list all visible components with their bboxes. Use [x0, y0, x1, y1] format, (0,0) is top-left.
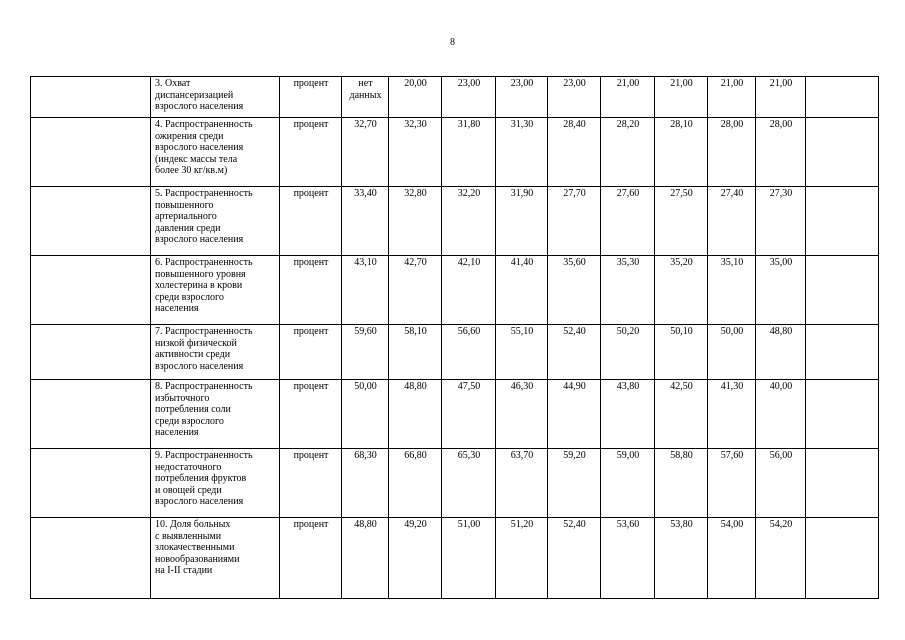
unit-cell: процент — [280, 518, 342, 599]
value-cell: 32,20 — [442, 187, 496, 256]
unit-cell: процент — [280, 449, 342, 518]
value-cell: 43,80 — [601, 380, 655, 449]
table-row — [31, 187, 879, 256]
value-cell: 58,80 — [655, 449, 708, 518]
value-cell: 21,00 — [708, 77, 756, 118]
value-cell: 56,00 — [756, 449, 806, 518]
value-cell: 49,20 — [389, 518, 442, 599]
value-cell: 23,00 — [442, 77, 496, 118]
value-cell: 54,00 — [708, 518, 756, 599]
value-cell: 32,80 — [389, 187, 442, 256]
value-cell: 50,20 — [601, 325, 655, 380]
value-cell: 57,60 — [708, 449, 756, 518]
unit-cell: процент — [280, 380, 342, 449]
value-cell: 54,20 — [756, 518, 806, 599]
value-cell: 42,10 — [442, 256, 496, 325]
value-cell: 27,60 — [601, 187, 655, 256]
value-cell: 59,00 — [601, 449, 655, 518]
blank-cell — [806, 118, 879, 187]
blank-cell — [31, 118, 151, 187]
value-cell: 68,30 — [342, 449, 389, 518]
table-row — [31, 325, 879, 380]
unit-cell: процент — [280, 118, 342, 187]
value-cell: 51,20 — [496, 518, 548, 599]
value-cell: 59,20 — [548, 449, 601, 518]
unit-cell: процент — [280, 187, 342, 256]
value-cell: 28,00 — [708, 118, 756, 187]
value-cell: 27,40 — [708, 187, 756, 256]
value-cell: 41,40 — [496, 256, 548, 325]
blank-cell — [806, 77, 879, 118]
indicator-name-cell: 3. Охват диспансеризацией взрослого населения — [151, 77, 280, 118]
unit-cell: процент — [280, 325, 342, 380]
value-cell: 28,00 — [756, 118, 806, 187]
value-cell: 66,80 — [389, 449, 442, 518]
blank-cell — [806, 256, 879, 325]
value-cell: 21,00 — [655, 77, 708, 118]
table-row — [31, 256, 879, 325]
value-cell: нет данных — [342, 77, 389, 118]
indicator-name-cell: 5. Распространенность повышенного артериального давления среди взрослого населения — [151, 187, 280, 256]
blank-cell — [806, 325, 879, 380]
value-cell: 48,80 — [389, 380, 442, 449]
value-cell: 23,00 — [548, 77, 601, 118]
table-row — [31, 518, 879, 599]
value-cell: 40,00 — [756, 380, 806, 449]
value-cell: 42,70 — [389, 256, 442, 325]
value-cell: 32,70 — [342, 118, 389, 187]
table-row — [31, 118, 879, 187]
value-cell: 35,20 — [655, 256, 708, 325]
value-cell: 31,30 — [496, 118, 548, 187]
value-cell: 23,00 — [496, 77, 548, 118]
value-cell: 63,70 — [496, 449, 548, 518]
value-cell: 27,70 — [548, 187, 601, 256]
value-cell: 28,10 — [655, 118, 708, 187]
value-cell: 50,00 — [342, 380, 389, 449]
blank-cell — [806, 518, 879, 599]
value-cell: 31,80 — [442, 118, 496, 187]
value-cell: 48,80 — [342, 518, 389, 599]
blank-cell — [31, 518, 151, 599]
blank-cell — [31, 325, 151, 380]
indicators-table — [30, 76, 879, 599]
value-cell: 35,00 — [756, 256, 806, 325]
unit-cell: процент — [280, 77, 342, 118]
blank-cell — [31, 77, 151, 118]
indicator-name-cell: 4. Распространенность ожирения среди взрослого населения (индекс массы тела более 30 кг/кв.м) — [151, 118, 280, 187]
blank-cell — [31, 256, 151, 325]
blank-cell — [31, 449, 151, 518]
indicator-name-cell: 10. Доля больных с выявленными злокачественными новообразованиями на I-II стадии — [151, 518, 280, 599]
value-cell: 32,30 — [389, 118, 442, 187]
value-cell: 28,20 — [601, 118, 655, 187]
table-row — [31, 449, 879, 518]
value-cell: 53,80 — [655, 518, 708, 599]
value-cell: 47,50 — [442, 380, 496, 449]
table-row — [31, 77, 879, 118]
value-cell: 20,00 — [389, 77, 442, 118]
indicator-name-cell: 8. Распространенность избыточного потребления соли среди взрослого населения — [151, 380, 280, 449]
value-cell: 58,10 — [389, 325, 442, 380]
blank-cell — [806, 449, 879, 518]
blank-cell — [806, 380, 879, 449]
value-cell: 35,30 — [601, 256, 655, 325]
value-cell: 33,40 — [342, 187, 389, 256]
value-cell: 42,50 — [655, 380, 708, 449]
indicator-name-cell: 9. Распространенность недостаточного потребления фруктов и овощей среди взрослого населения — [151, 449, 280, 518]
table-body — [31, 77, 879, 599]
value-cell: 52,40 — [548, 325, 601, 380]
value-cell: 28,40 — [548, 118, 601, 187]
value-cell: 50,00 — [708, 325, 756, 380]
value-cell: 21,00 — [756, 77, 806, 118]
value-cell: 55,10 — [496, 325, 548, 380]
indicator-name-cell: 6. Распространенность повышенного уровня холестерина в крови среди взрослого населения — [151, 256, 280, 325]
value-cell: 59,60 — [342, 325, 389, 380]
blank-cell — [31, 187, 151, 256]
value-cell: 41,30 — [708, 380, 756, 449]
value-cell: 52,40 — [548, 518, 601, 599]
value-cell: 27,50 — [655, 187, 708, 256]
value-cell: 46,30 — [496, 380, 548, 449]
value-cell: 48,80 — [756, 325, 806, 380]
value-cell: 43,10 — [342, 256, 389, 325]
table-row — [31, 380, 879, 449]
value-cell: 27,30 — [756, 187, 806, 256]
blank-cell — [806, 187, 879, 256]
value-cell: 31,90 — [496, 187, 548, 256]
value-cell: 21,00 — [601, 77, 655, 118]
value-cell: 44,90 — [548, 380, 601, 449]
unit-cell: процент — [280, 256, 342, 325]
value-cell: 65,30 — [442, 449, 496, 518]
value-cell: 50,10 — [655, 325, 708, 380]
value-cell: 53,60 — [601, 518, 655, 599]
value-cell: 51,00 — [442, 518, 496, 599]
value-cell: 35,60 — [548, 256, 601, 325]
indicator-name-cell: 7. Распространенность низкой физической активности среди взрослого населения — [151, 325, 280, 380]
value-cell: 35,10 — [708, 256, 756, 325]
page-number: 8 — [450, 37, 455, 48]
value-cell: 56,60 — [442, 325, 496, 380]
blank-cell — [31, 380, 151, 449]
